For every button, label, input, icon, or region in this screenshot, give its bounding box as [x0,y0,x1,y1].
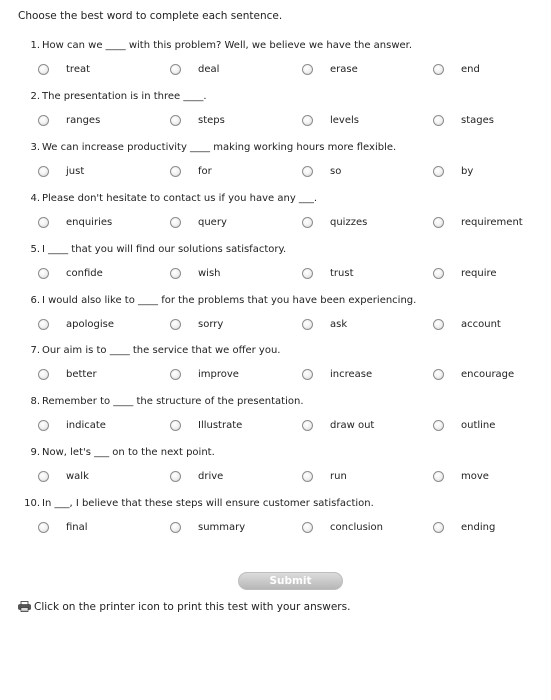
radio-button[interactable] [302,115,313,126]
option-label: indicate [66,420,106,432]
radio-button[interactable] [302,217,313,228]
option-label: sorry [198,318,224,330]
option-label: requirement [461,216,523,228]
option-label: deal [198,64,220,75]
question-5 [22,244,542,290]
option-label: so [330,165,342,177]
option-label: move [461,471,489,483]
option-label: end [461,64,480,75]
radio-button[interactable] [302,369,313,380]
question-4 [22,193,542,239]
question-3 [22,142,542,188]
radio-button[interactable] [38,166,49,177]
question-text [22,193,317,204]
radio-button[interactable] [433,369,444,380]
radio-button[interactable] [38,420,49,431]
radio-button[interactable] [38,64,49,75]
option-label: Illustrate [198,420,243,432]
question-7 [22,345,542,391]
question-1 [22,40,542,86]
radio-button[interactable] [38,217,49,228]
radio-button[interactable] [433,115,444,126]
option-label: confide [66,267,103,279]
question-sentence: I would also like to ____ for the problems that you have been experiencing. [42,294,417,306]
question-sentence: In ___, I believe that these steps will ensure customer satisfaction. [42,498,374,510]
option-label: for [198,165,212,177]
option-label: account [461,318,501,330]
radio-button[interactable] [302,64,313,75]
option-label: run [330,471,347,483]
option-label: outline [461,420,496,432]
option-label: better [66,369,97,381]
question-sentence: Now, let's ___ on to the next point. [42,447,215,459]
printer-icon[interactable] [18,601,31,615]
option-label: ranges [66,114,101,126]
question-8 [22,396,542,442]
question-number: 1. [30,40,40,51]
radio-button[interactable] [433,217,444,228]
radio-button[interactable] [302,319,313,330]
radio-button[interactable] [170,319,181,330]
question-number: 4. [30,192,40,204]
radio-button[interactable] [302,471,313,482]
radio-button[interactable] [433,166,444,177]
question-number: 3. [30,141,40,153]
question-2 [22,91,542,137]
print-instruction [18,601,350,615]
option-label: ending [461,522,496,534]
question-text [16,498,374,509]
radio-button[interactable] [170,522,181,533]
question-sentence: Our aim is to ____ the service that we offer you. [42,345,281,357]
radio-button[interactable] [170,471,181,482]
question-9 [22,447,542,493]
radio-button[interactable] [433,268,444,279]
submit-button[interactable]: Submit [238,572,343,590]
radio-button[interactable] [302,166,313,177]
radio-button[interactable] [302,420,313,431]
radio-button[interactable] [170,217,181,228]
radio-button[interactable] [38,268,49,279]
option-label: query [198,216,227,228]
option-label: trust [330,267,354,279]
question-text [22,142,396,153]
option-label: final [66,522,88,534]
radio-button[interactable] [38,522,49,533]
radio-button[interactable] [170,268,181,279]
question-text [22,91,207,102]
option-label: by [461,165,474,177]
radio-button[interactable] [302,268,313,279]
radio-button[interactable] [433,420,444,431]
option-label: apologise [66,318,114,330]
radio-button[interactable] [170,64,181,75]
question-sentence: The presentation is in three ____. [42,90,207,102]
question-6 [22,295,542,341]
question-text [22,244,286,255]
question-text [22,40,412,51]
option-label: erase [330,64,358,75]
radio-button[interactable] [170,115,181,126]
option-label: drive [198,471,224,483]
question-text [22,295,416,306]
radio-button[interactable] [170,166,181,177]
question-text [22,345,280,356]
option-label: steps [198,114,225,126]
question-number: 10. [24,498,40,510]
option-label: conclusion [330,522,384,534]
option-label: require [461,267,497,279]
option-label: increase [330,369,373,381]
radio-button[interactable] [38,319,49,330]
radio-button[interactable] [433,522,444,533]
radio-button[interactable] [302,522,313,533]
option-label: wish [198,267,221,279]
option-label: ask [330,318,348,330]
radio-button[interactable] [170,420,181,431]
question-text [22,447,215,458]
radio-button[interactable] [170,369,181,380]
radio-button[interactable] [433,319,444,330]
option-label: encourage [461,369,515,381]
option-label: stages [461,114,494,126]
radio-button[interactable] [38,369,49,380]
question-number: 6. [30,294,40,306]
radio-button[interactable] [433,471,444,482]
radio-button[interactable] [38,471,49,482]
question-text [22,396,304,407]
radio-button[interactable] [38,115,49,126]
question-sentence: How can we ____ with this problem? Well, we believe we have the answer. [42,40,413,51]
question-sentence: Please don't hesitate to contact us if you have any ___. [42,192,318,204]
option-label: treat [66,64,91,75]
question-number: 5. [30,243,40,255]
question-10 [16,498,536,544]
option-label: levels [330,114,359,126]
instructions: Choose the best word to complete each sentence. [18,10,283,22]
question-sentence: I ____ that you will find our solutions satisfactory. [42,243,287,255]
option-label: enquiries [66,216,113,228]
option-label: quizzes [330,216,368,228]
option-label: draw out [330,420,375,432]
print-instruction-text: Click on the printer icon to print this test with your answers. [34,601,351,613]
radio-button[interactable] [433,64,444,75]
option-label: improve [198,369,239,381]
option-label: walk [66,471,89,483]
option-label: just [66,165,85,177]
question-sentence: We can increase productivity ____ making working hours more flexible. [42,141,397,153]
question-sentence: Remember to ____ the structure of the presentation. [42,396,304,408]
question-number: 9. [30,447,40,459]
option-label: summary [198,522,246,534]
question-number: 8. [30,396,40,408]
question-number: 7. [30,345,40,357]
question-number: 2. [30,90,40,102]
